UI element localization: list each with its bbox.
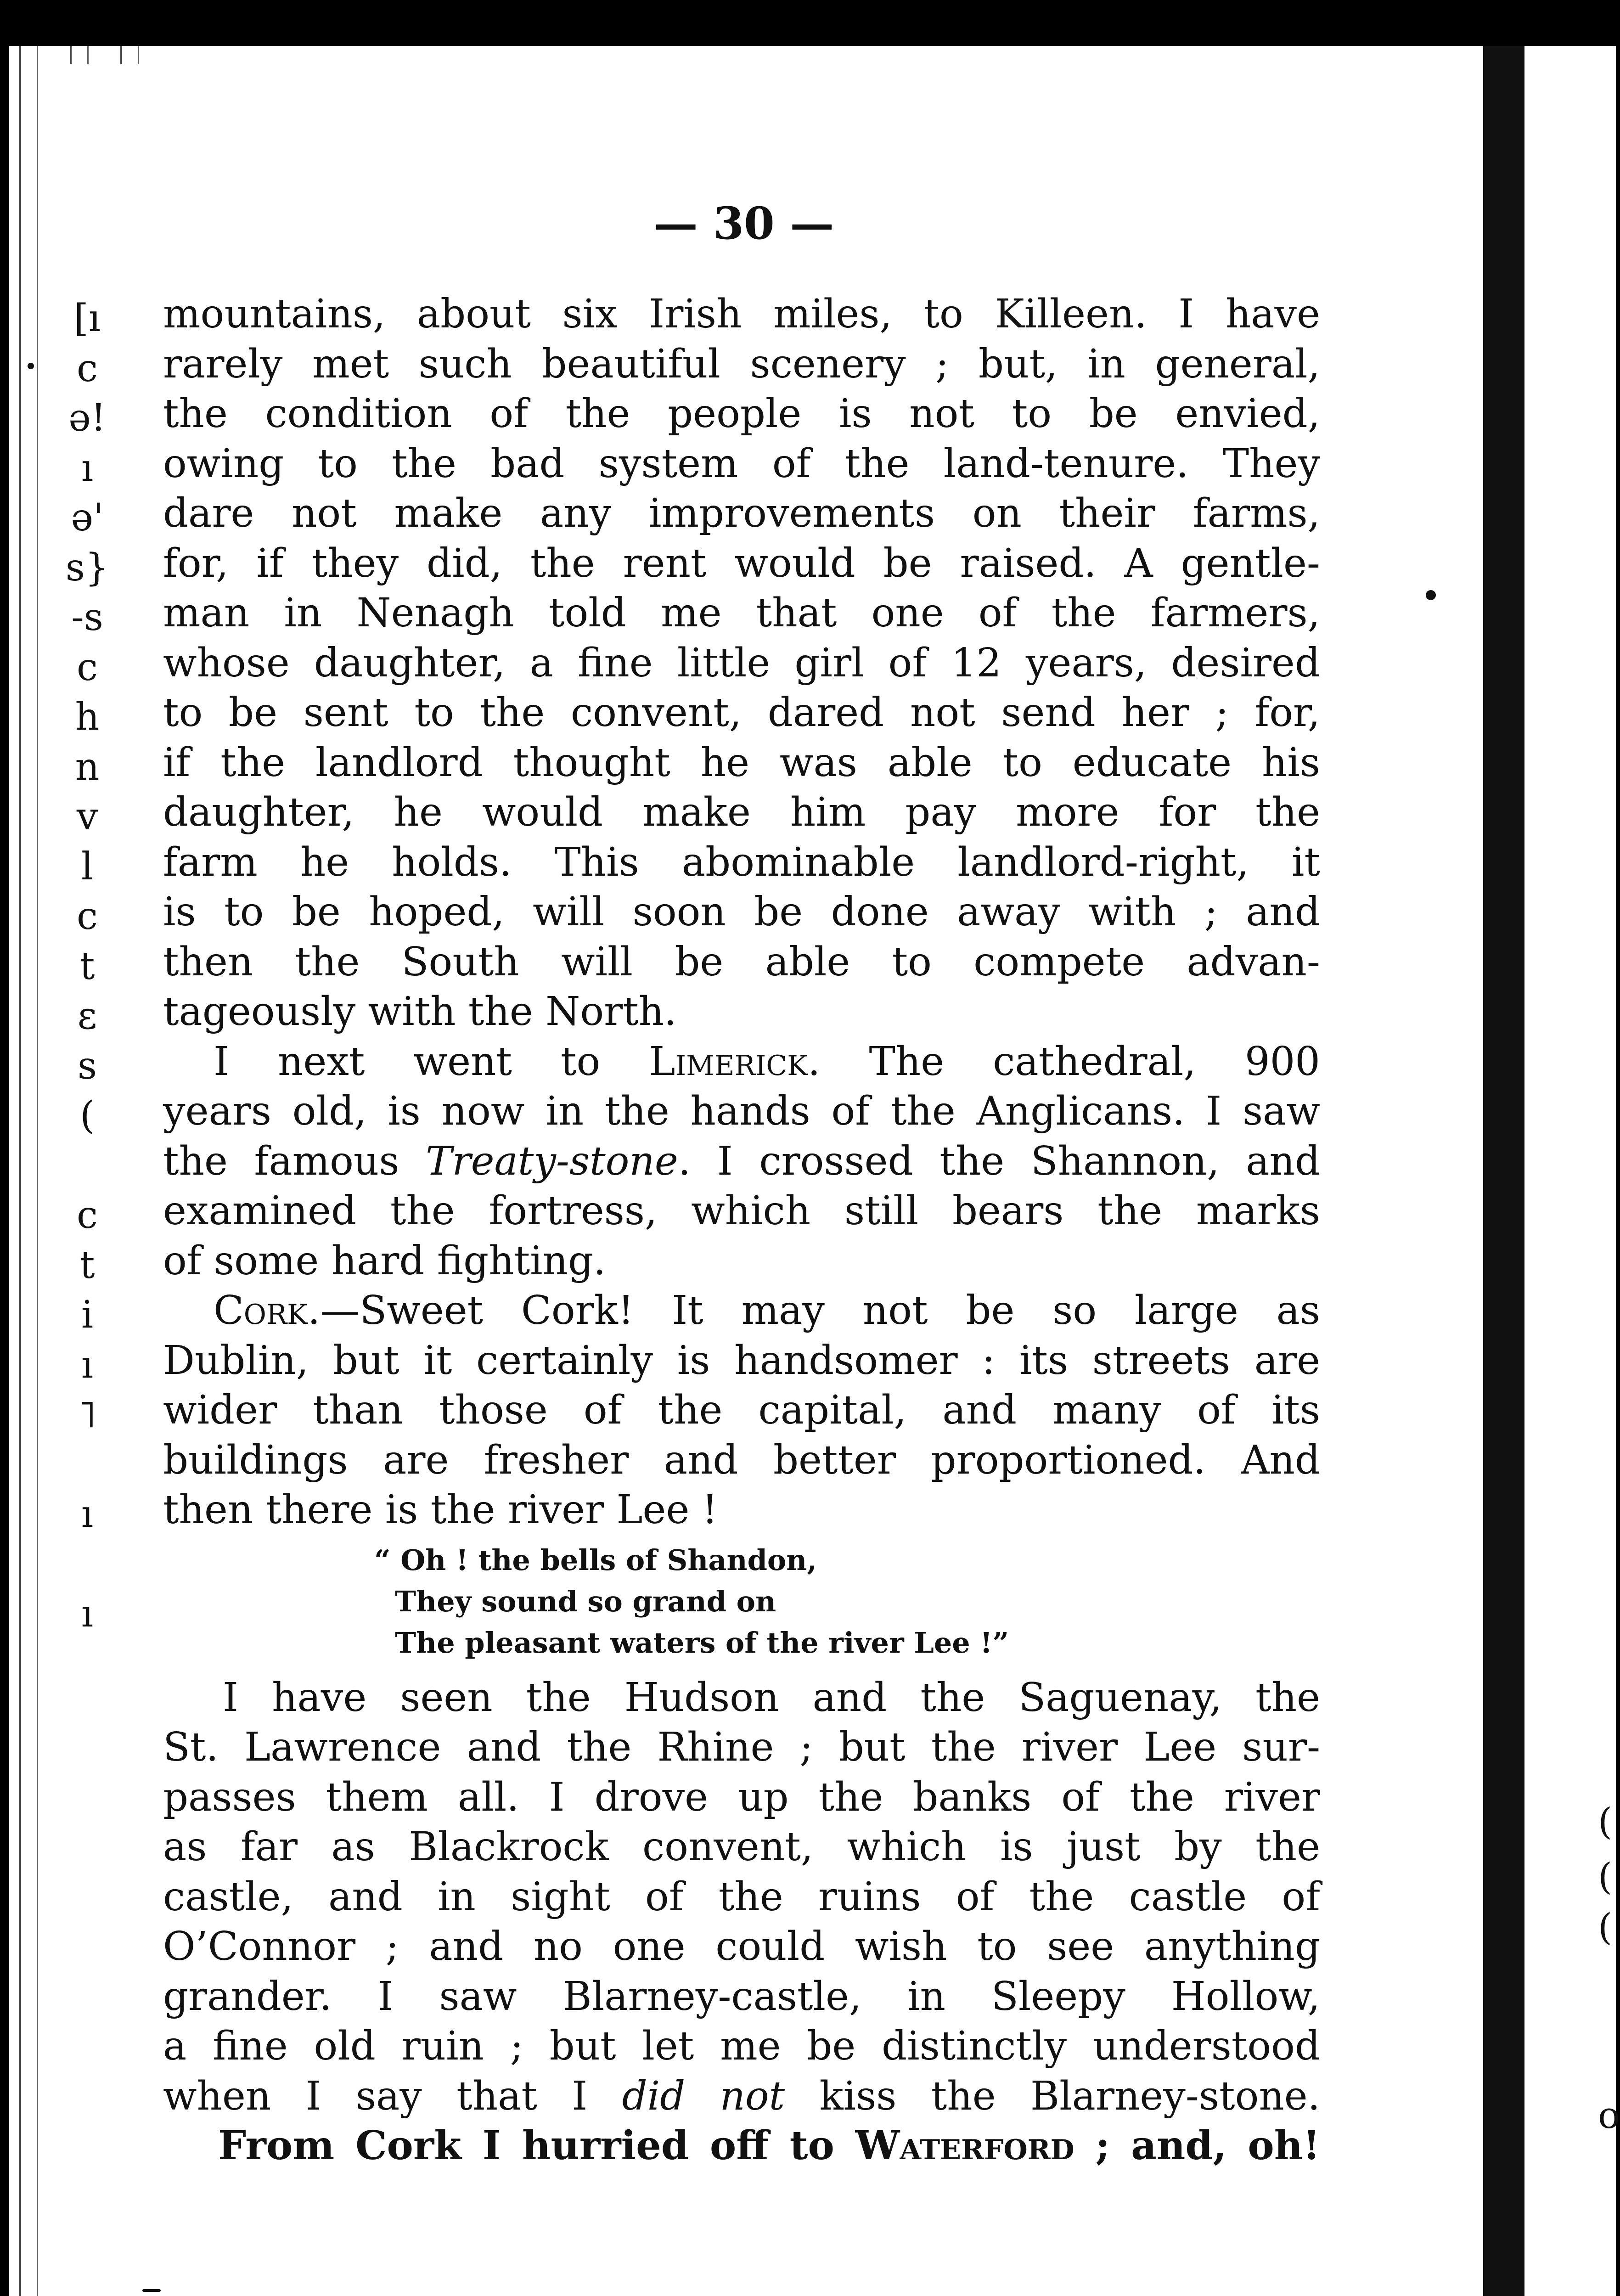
text-run: .—Sweet Cork! It may not be so large as bbox=[308, 1288, 1320, 1334]
bleed-letter: t bbox=[79, 944, 95, 988]
bleed-letter: ˥ bbox=[78, 1393, 97, 1436]
bleed-letter: c bbox=[77, 645, 98, 689]
text-line bbox=[163, 2121, 1320, 2171]
bleed-letter: ə! bbox=[68, 396, 106, 440]
text-run: I next went to bbox=[214, 1038, 649, 1085]
text-run: the famous bbox=[163, 1138, 426, 1184]
facing-page-fragment: ( bbox=[1598, 1906, 1613, 1948]
verse-line: They sound so grand on bbox=[395, 1584, 776, 1618]
bleed-letter: l bbox=[81, 844, 94, 889]
bleed-letter: v bbox=[76, 795, 98, 838]
text-line: tageously with the North. bbox=[163, 989, 677, 1035]
place-name-cork: Cork bbox=[214, 1288, 308, 1334]
facing-page-fragment: o bbox=[1598, 2094, 1620, 2137]
text-line: Dublin, but it certainly is handsomer : its streets are bbox=[163, 1337, 1320, 1384]
treaty-stone-italic: Treaty-stone bbox=[426, 1138, 678, 1184]
text-line bbox=[163, 2071, 1320, 2122]
bleed-letter bbox=[64, 1141, 110, 1191]
text-line: examined the fortress, which still bears the marks bbox=[163, 1188, 1320, 1234]
previous-page-bleed-letters bbox=[64, 294, 110, 1639]
bleed-letter: h bbox=[75, 695, 100, 739]
bleed-letter: c bbox=[77, 346, 98, 390]
ink-speck bbox=[28, 363, 34, 369]
bleed-letter bbox=[64, 1440, 110, 1490]
bleed-letter: s bbox=[77, 1044, 97, 1088]
text-line: rarely met such beautiful scenery ; but, in general, bbox=[163, 341, 1320, 387]
text-line: I have seen the Hudson and the Saguenay, the bbox=[223, 1674, 1320, 1721]
text-line bbox=[163, 1037, 1320, 1087]
text-line: farm he holds. This abominable landlord-right, it bbox=[163, 839, 1320, 885]
text-line: grander. I saw Blarney-castle, in Sleepy Hollow, bbox=[163, 1973, 1320, 2020]
text-line: then there is the river Lee ! bbox=[163, 1487, 718, 1533]
text-line: O’Connor ; and no one could wish to see anything bbox=[163, 1924, 1320, 1970]
text-line: of some hard fighting. bbox=[163, 1238, 606, 1284]
bleed-letter: t bbox=[79, 1243, 95, 1287]
bleed-letter: ı bbox=[81, 1492, 94, 1536]
text-line: dare not make any improvements on their farms, bbox=[163, 490, 1320, 536]
bleed-letter: ı bbox=[81, 1343, 94, 1387]
text-run: when I say that I bbox=[163, 2073, 622, 2119]
ink-speck bbox=[142, 2289, 161, 2292]
bleed-letter: c bbox=[77, 1193, 98, 1237]
text-run: . I crossed the Shannon, and bbox=[678, 1138, 1321, 1184]
text-line: passes them all. I drove up the banks of the river bbox=[163, 1774, 1320, 1820]
page-number: — 30 — bbox=[653, 197, 834, 249]
text-run: From Cork I hurried off to bbox=[218, 2122, 855, 2169]
text-line: for, if they did, the rent would be raised. A gentle- bbox=[163, 540, 1320, 586]
verse-block bbox=[163, 1540, 1320, 1664]
bleed-letter: i bbox=[81, 1293, 94, 1337]
facing-page-edge bbox=[1524, 46, 1616, 2296]
text-line: a fine old ruin ; but let me be distinctly understood bbox=[163, 2023, 1320, 2069]
bleed-letter bbox=[64, 1540, 110, 1590]
bleed-letter: [ı bbox=[73, 297, 101, 340]
text-line: daughter, he would make him pay more for the bbox=[163, 789, 1320, 835]
text-line: man in Nenagh told me that one of the farmers, bbox=[163, 590, 1320, 636]
text-line: St. Lawrence and the Rhine ; but the river Lee sur- bbox=[163, 1724, 1320, 1770]
text-run: kiss the Blarney-stone. bbox=[785, 2073, 1321, 2119]
text-line: then the South will be able to compete advan- bbox=[163, 939, 1320, 985]
text-line bbox=[163, 1137, 1320, 1187]
bleed-letter: ı bbox=[81, 1592, 94, 1636]
bleed-letter: s} bbox=[65, 546, 109, 590]
did-not-italic: did not bbox=[622, 2073, 785, 2119]
bleed-letter: -s bbox=[71, 596, 103, 639]
text-line: castle, and in sight of the ruins of the castle of bbox=[163, 1874, 1320, 1920]
facing-page-fragment: ( bbox=[1598, 1800, 1613, 1843]
text-line: whose daughter, a fine little girl of 12 years, desired bbox=[163, 640, 1320, 686]
text-line: as far as Blackrock convent, which is just by the bbox=[163, 1824, 1320, 1870]
text-line: is to be hoped, will soon be done away with ; and bbox=[163, 889, 1320, 935]
facing-page-fragment: ( bbox=[1598, 1855, 1613, 1898]
text-line: mountains, about six Irish miles, to Killeen. I have bbox=[163, 291, 1320, 337]
scan-top-border bbox=[0, 0, 1616, 46]
text-line: the condition of the people is not to be envied, bbox=[163, 391, 1320, 437]
text-run: ; and, oh! bbox=[1074, 2122, 1321, 2169]
body-text bbox=[163, 289, 1320, 2171]
bleed-letter: ( bbox=[80, 1094, 95, 1137]
bleed-letter: n bbox=[75, 745, 100, 789]
book-spine-shadow bbox=[1483, 46, 1524, 2296]
bleed-letter: c bbox=[77, 895, 98, 938]
text-line: if the landlord thought he was able to educate his bbox=[163, 739, 1320, 786]
text-line bbox=[163, 1286, 1320, 1336]
place-name-waterford: Waterford bbox=[855, 2122, 1074, 2169]
bleed-letter: ɛ bbox=[77, 994, 97, 1038]
text-line: owing to the bad system of the land-tenure. They bbox=[163, 440, 1320, 487]
text-line: to be sent to the convent, dared not send her ; for, bbox=[163, 690, 1320, 736]
text-line: buildings are fresher and better proportioned. And bbox=[163, 1437, 1320, 1483]
text-line: years old, is now in the hands of the Anglicans. I saw bbox=[163, 1088, 1320, 1134]
text-line: wider than those of the capital, and many of its bbox=[163, 1387, 1320, 1433]
bleed-letter: ı bbox=[81, 446, 94, 490]
place-name-limerick: Limerick bbox=[649, 1038, 808, 1085]
ink-speck bbox=[1426, 590, 1436, 600]
text-run: . The cathedral, 900 bbox=[808, 1038, 1320, 1085]
bleed-letter: ə' bbox=[71, 496, 104, 540]
verse-line: “ Oh ! the bells of Shandon, bbox=[374, 1543, 817, 1577]
verse-line: The pleasant waters of the river Lee !” bbox=[395, 1626, 1009, 1660]
